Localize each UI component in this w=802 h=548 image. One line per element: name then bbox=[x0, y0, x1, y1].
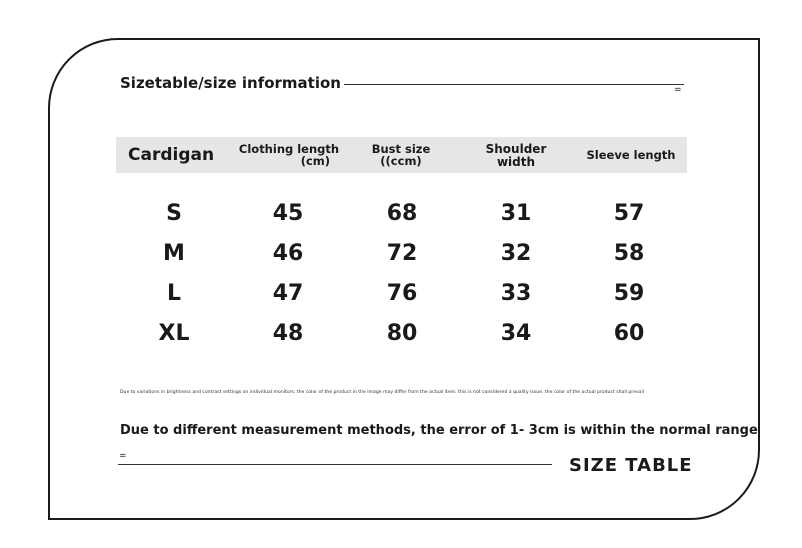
size-cell: M bbox=[163, 241, 185, 266]
header-clothing-length-unit: (cm) bbox=[300, 154, 330, 169]
sleeve-length-cell: 60 bbox=[613, 321, 645, 346]
heading-divider bbox=[344, 84, 684, 85]
footer-divider bbox=[118, 464, 552, 465]
product-name: Cardigan bbox=[128, 145, 215, 165]
color-disclaimer: Due to variations in brightness and contrast settings on individual monitors, the color of the product in the image may differ from the actual item. this is not considered a quality issue. the color of the actual product shall prevail bbox=[120, 390, 645, 395]
sleeve-length-cell: 59 bbox=[613, 281, 645, 306]
clothing-length-cell: 47 bbox=[272, 281, 304, 306]
table-row bbox=[116, 241, 687, 281]
shoulder-width-cell: 32 bbox=[500, 241, 532, 266]
size-cell: XL bbox=[158, 321, 190, 346]
sleeve-length-cell: 58 bbox=[613, 241, 645, 266]
shoulder-width-cell: 31 bbox=[500, 201, 532, 226]
clothing-length-cell: 46 bbox=[272, 241, 304, 266]
bust-size-cell: 76 bbox=[386, 281, 418, 306]
table-header-row bbox=[116, 137, 687, 173]
header-shoulder-width bbox=[476, 143, 556, 168]
sleeve-length-cell: 57 bbox=[613, 201, 645, 226]
section-heading: Sizetable/size information bbox=[120, 74, 341, 92]
table-row bbox=[116, 321, 687, 361]
header-bust-size-unit: ((ccm) bbox=[380, 154, 422, 169]
size-table-label: SIZE TABLE bbox=[569, 455, 693, 476]
bust-size-cell: 80 bbox=[386, 321, 418, 346]
clothing-length-cell: 45 bbox=[272, 201, 304, 226]
shoulder-width-cell: 34 bbox=[500, 321, 532, 346]
size-cell: S bbox=[166, 201, 182, 226]
header-shoulder-width-line1: Shoulder bbox=[485, 142, 547, 156]
header-bust-size-label: Bust size bbox=[371, 142, 431, 156]
decorative-mark-bottom: = bbox=[119, 451, 127, 461]
table-row bbox=[116, 281, 687, 321]
header-clothing-length-label: Clothing length bbox=[238, 142, 340, 156]
bust-size-cell: 68 bbox=[386, 201, 418, 226]
header-bust-size bbox=[356, 143, 446, 167]
header-sleeve-length: Sleeve length bbox=[586, 148, 676, 162]
shoulder-width-cell: 33 bbox=[500, 281, 532, 306]
table-row bbox=[116, 201, 687, 241]
header-shoulder-width-line2: width bbox=[496, 154, 536, 169]
bust-size-cell: 72 bbox=[386, 241, 418, 266]
measurement-note: Due to different measurement methods, the error of 1- 3cm is within the normal range bbox=[120, 423, 758, 438]
decorative-mark-top: = bbox=[674, 85, 682, 95]
header-clothing-length bbox=[234, 143, 344, 167]
clothing-length-cell: 48 bbox=[272, 321, 304, 346]
size-cell: L bbox=[166, 281, 182, 306]
